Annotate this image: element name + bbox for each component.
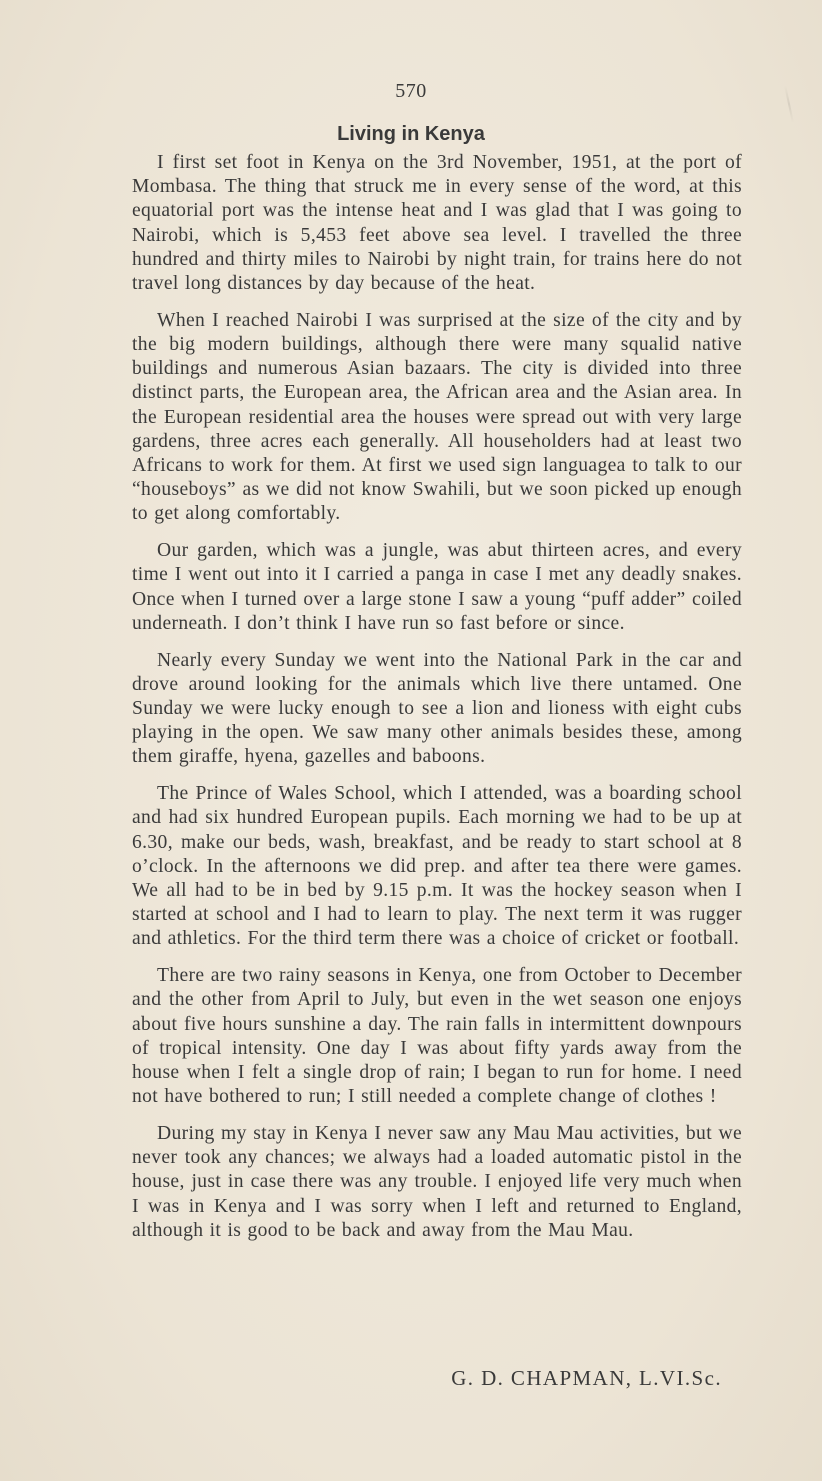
paragraph-nairobi: When I reached Nairobi I was surprised at the size of the city and by the big modern buildings, although there were many squalid native buildings and numerous Asian bazaars. The city is divided into three distinct parts, the European area, the African area and the Asian area. In the European residential area the houses were spread out with very large gardens, three acres each generally. All householders had at least two Africans to work for them. At first we used sign languagea to talk to our “houseboys” as we did not know Swahili, but we soon picked up enough to get along comfortably.	[132, 309, 742, 525]
author-signature: G. D. CHAPMAN, L.VI.Sc.	[451, 1366, 722, 1390]
paragraph-mau-mau: During my stay in Kenya I never saw any Mau Mau activities, but we never took any chances; we always had a loaded automatic pistol in the house, just in case there was any trouble. I enjoyed life very much when I was in Kenya and I was sorry when I left and returned to England, although it is good to be back and away from the Mau Mau.	[132, 1123, 742, 1241]
paragraph-rainy-seasons: There are two rainy seasons in Kenya, one from October to December and the other from April to July, but even in the wet season one enjoys about five hours sunshine a day. The rain falls in intermittent downpours of tropical intensity. One day I was about fifty yards away from the house when I felt a single drop of rain; I began to run for home. I need not have bothered to run; I still needed a complete change of clothes !	[132, 965, 742, 1108]
article-body	[132, 151, 742, 1256]
page-number: 570	[395, 80, 427, 102]
paragraph-arrival: I first set foot in Kenya on the 3rd November, 1951, at the port of Mombasa. The thing that struck me in every sense of the word, at this equatorial port was the intense heat and I was glad that I was going to Nairobi, which is 5,453 feet above sea level. I travelled the three hundred and thirty miles to Nairobi by night train, for trains here do not travel long distances by day because of the heat.	[132, 152, 742, 295]
paragraph-school: The Prince of Wales School, which I attended, was a boarding school and had six hundred European pupils. Each morning we had to be up at 6.30, make our beds, wash, breakfast, and be ready to start school at 8 o’clock. In the afternoons we did prep. and after tea there were games. We all had to be in bed by 9.15 p.m. It was the hockey season when I started at school and I had to learn to play. The next term it was rugger and athletics. For the third term there was a choice of cricket or football.	[132, 783, 742, 950]
paragraph-garden: Our garden, which was a jungle, was abut thirteen acres, and every time I went out into it I carried a panga in case I met any deadly snakes. Once when I turned over a large stone I saw a young “puff adder” coiled underneath. I don’t think I have run so fast before or since.	[132, 540, 742, 634]
paragraph-national-park: Nearly every Sunday we went into the National Park in the car and drove around looking for the animals which live there untamed. One Sunday we were lucky enough to see a lion and lioness with eight cubs playing in the open. We saw many other animals besides these, among them giraffe, hyena, gazelles and baboons.	[132, 649, 742, 768]
article-title: Living in Kenya	[337, 123, 485, 145]
